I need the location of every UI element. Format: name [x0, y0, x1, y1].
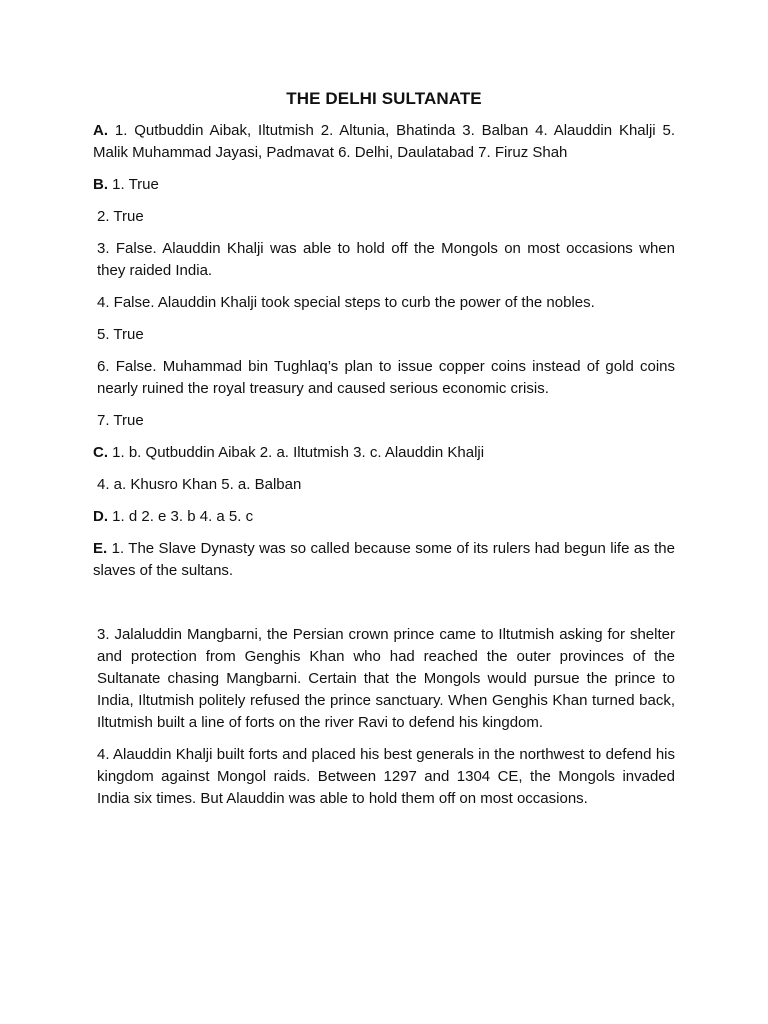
section-b-item-3: 3. False. Alauddin Khalji was able to hold off the Mongols on most occasions when they raided India.	[97, 240, 675, 279]
section-c	[93, 442, 675, 464]
document-page	[93, 88, 675, 820]
section-b	[93, 174, 675, 196]
section-e-item-3: 3. Jalaluddin Mangbarni, the Persian crown prince came to Iltutmish asking for shelter and protection from Genghis Khan who had reached the outer provinces of the Sultanate chasing Mangbarni. Certain that the Mongols would pursue the prince to India, Iltutmish politely refused the prince sanctuary. When Genghis Khan turned back, Iltutmish built a line of forts on the river Ravi to defend his kingdom.	[97, 626, 675, 731]
section-c-item-2: 4. a. Khusro Khan 5. a. Balban	[97, 476, 302, 493]
section-c-label: C.	[93, 444, 108, 461]
section-b-item-4: 4. False. Alauddin Khalji took special steps to curb the power of the nobles.	[97, 294, 595, 311]
document-title: THE DELHI SULTANATE	[286, 89, 482, 108]
section-e-label: E.	[93, 540, 108, 557]
section-e-item-4: 4. Alauddin Khalji built forts and placed his best generals in the northwest to defend his kingdom against Mongol raids. Between 1297 and 1304 CE, the Mongols invaded India six times. But Alauddin was able to hold them off on most occasions.	[97, 746, 675, 807]
section-b-label: B.	[93, 176, 108, 193]
section-spacer	[93, 592, 675, 624]
section-d-text: 1. d 2. e 3. b 4. a 5. c	[108, 508, 254, 525]
section-a	[93, 120, 675, 164]
section-c-item-1: 1. b. Qutbuddin Aibak 2. a. Iltutmish 3. c. Alauddin Khalji	[108, 444, 485, 461]
section-d-label: D.	[93, 508, 108, 525]
section-b-item-1: 1. True	[108, 176, 159, 193]
section-d	[93, 506, 675, 528]
section-b-item-5: 5. True	[97, 326, 144, 343]
section-e	[93, 538, 675, 582]
section-e-item-1: 1. The Slave Dynasty was so called because some of its rulers had begun life as the slaves of the sultans.	[93, 540, 675, 579]
section-a-label: A.	[93, 122, 108, 139]
section-b-item-6: 6. False. Muhammad bin Tughlaq’s plan to issue copper coins instead of gold coins nearly ruined the royal treasury and caused serious economic crisis.	[97, 358, 675, 397]
section-a-text: 1. Qutbuddin Aibak, Iltutmish 2. Altunia, Bhatinda 3. Balban 4. Alauddin Khalji 5. Malik Muhammad Jayasi, Padmavat 6. Delhi, Daulatabad 7. Firuz Shah	[93, 122, 675, 161]
section-b-item-7: 7. True	[97, 412, 144, 429]
section-b-item-2: 2. True	[97, 208, 144, 225]
